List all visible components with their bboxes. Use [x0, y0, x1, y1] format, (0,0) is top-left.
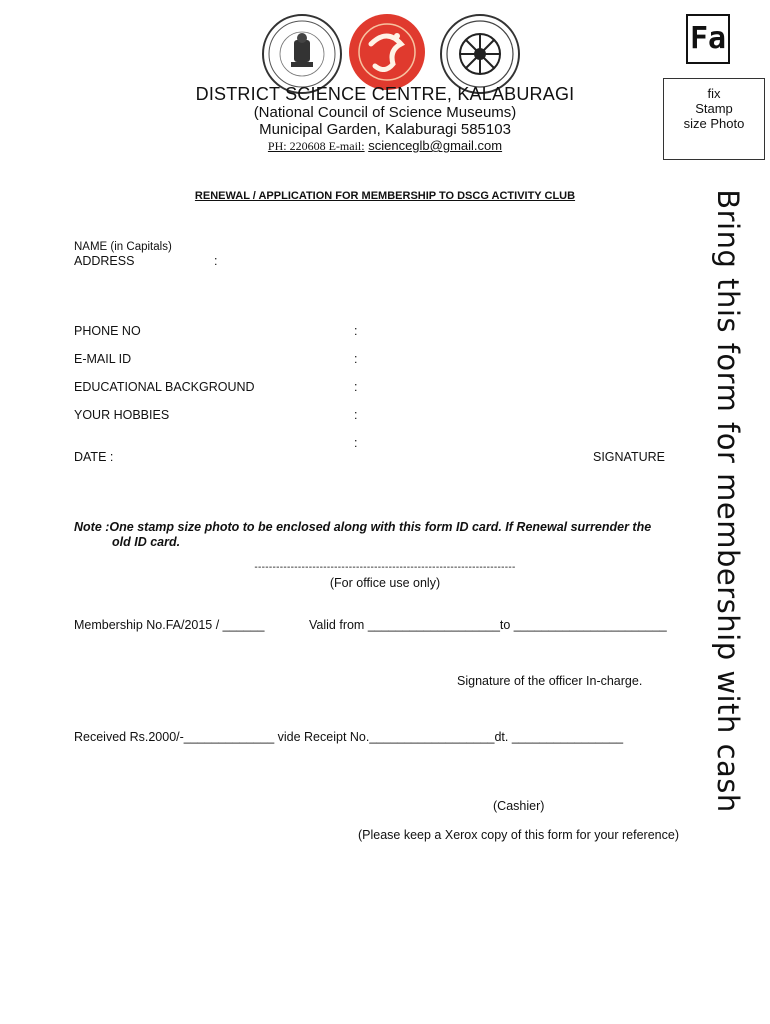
email-link[interactable]: scienceglb@gmail.com — [368, 138, 503, 153]
emblem-logo — [262, 14, 342, 94]
email-label: E-MAIL ID — [74, 352, 132, 366]
photo-box-line1: fix — [707, 86, 721, 101]
office-divider: ------------------------------------------------------------------------ — [254, 562, 516, 573]
photo-box — [663, 78, 765, 160]
form-heading: RENEWAL / APPLICATION FOR MEMBERSHIP TO DSCG ACTIVITY CLUB — [194, 190, 576, 202]
email-colon: : — [354, 352, 358, 366]
form-code-box: Fa — [686, 14, 730, 64]
phone-colon: : — [354, 324, 358, 338]
subtitle: (National Council of Science Museums) — [253, 104, 517, 121]
side-instruction — [703, 188, 753, 813]
note-prefix: Note : — [74, 520, 110, 534]
xerox-note: (Please keep a Xerox copy of this form for your reference) — [358, 828, 679, 842]
extra-colon: : — [354, 436, 358, 450]
phone-email-prefix: PH: 220608 E-mail: — [267, 139, 365, 153]
education-colon: : — [354, 380, 358, 394]
address-line: Municipal Garden, Kalaburagi 585103 — [259, 121, 511, 138]
page-title: DISTRICT SCIENCE CENTRE, KALABURAGI — [195, 84, 575, 104]
photo-box-line3: size Photo — [683, 116, 745, 131]
office-use-label: (For office use only) — [329, 576, 441, 590]
science-centre-logo — [440, 14, 520, 94]
cashier-label: (Cashier) — [493, 799, 545, 813]
ncsm-logo — [349, 14, 425, 90]
side-instruction-text: Bring this form for membership with cash — [711, 188, 745, 813]
name-label: NAME (in Capitals) — [74, 241, 172, 253]
received-line: Received Rs.2000/-_____________ vide Receipt No.__________________dt. ________________ — [74, 730, 624, 744]
signature-label: SIGNATURE — [593, 450, 665, 464]
valid-period: Valid from ___________________to ______________________ — [309, 618, 667, 632]
photo-box-line2: Stamp — [695, 101, 733, 116]
phone-label: PHONE NO — [74, 324, 141, 338]
education-label: EDUCATIONAL BACKGROUND — [74, 380, 255, 394]
note-line1: One stamp size photo to be enclosed along with this form ID card. If Renewal surrender the — [109, 520, 652, 534]
note-line2: old ID card. — [112, 535, 181, 549]
date-label: DATE : — [74, 450, 114, 464]
officer-signature: Signature of the officer In-charge. — [457, 674, 643, 688]
address-label: ADDRESS — [74, 254, 135, 268]
membership-number: Membership No.FA/2015 / ______ — [74, 618, 265, 632]
hobbies-label: YOUR HOBBIES — [74, 408, 170, 422]
hobbies-colon: : — [354, 408, 358, 422]
address-colon: : — [214, 254, 218, 268]
note — [74, 520, 674, 550]
contact-line — [100, 138, 670, 154]
